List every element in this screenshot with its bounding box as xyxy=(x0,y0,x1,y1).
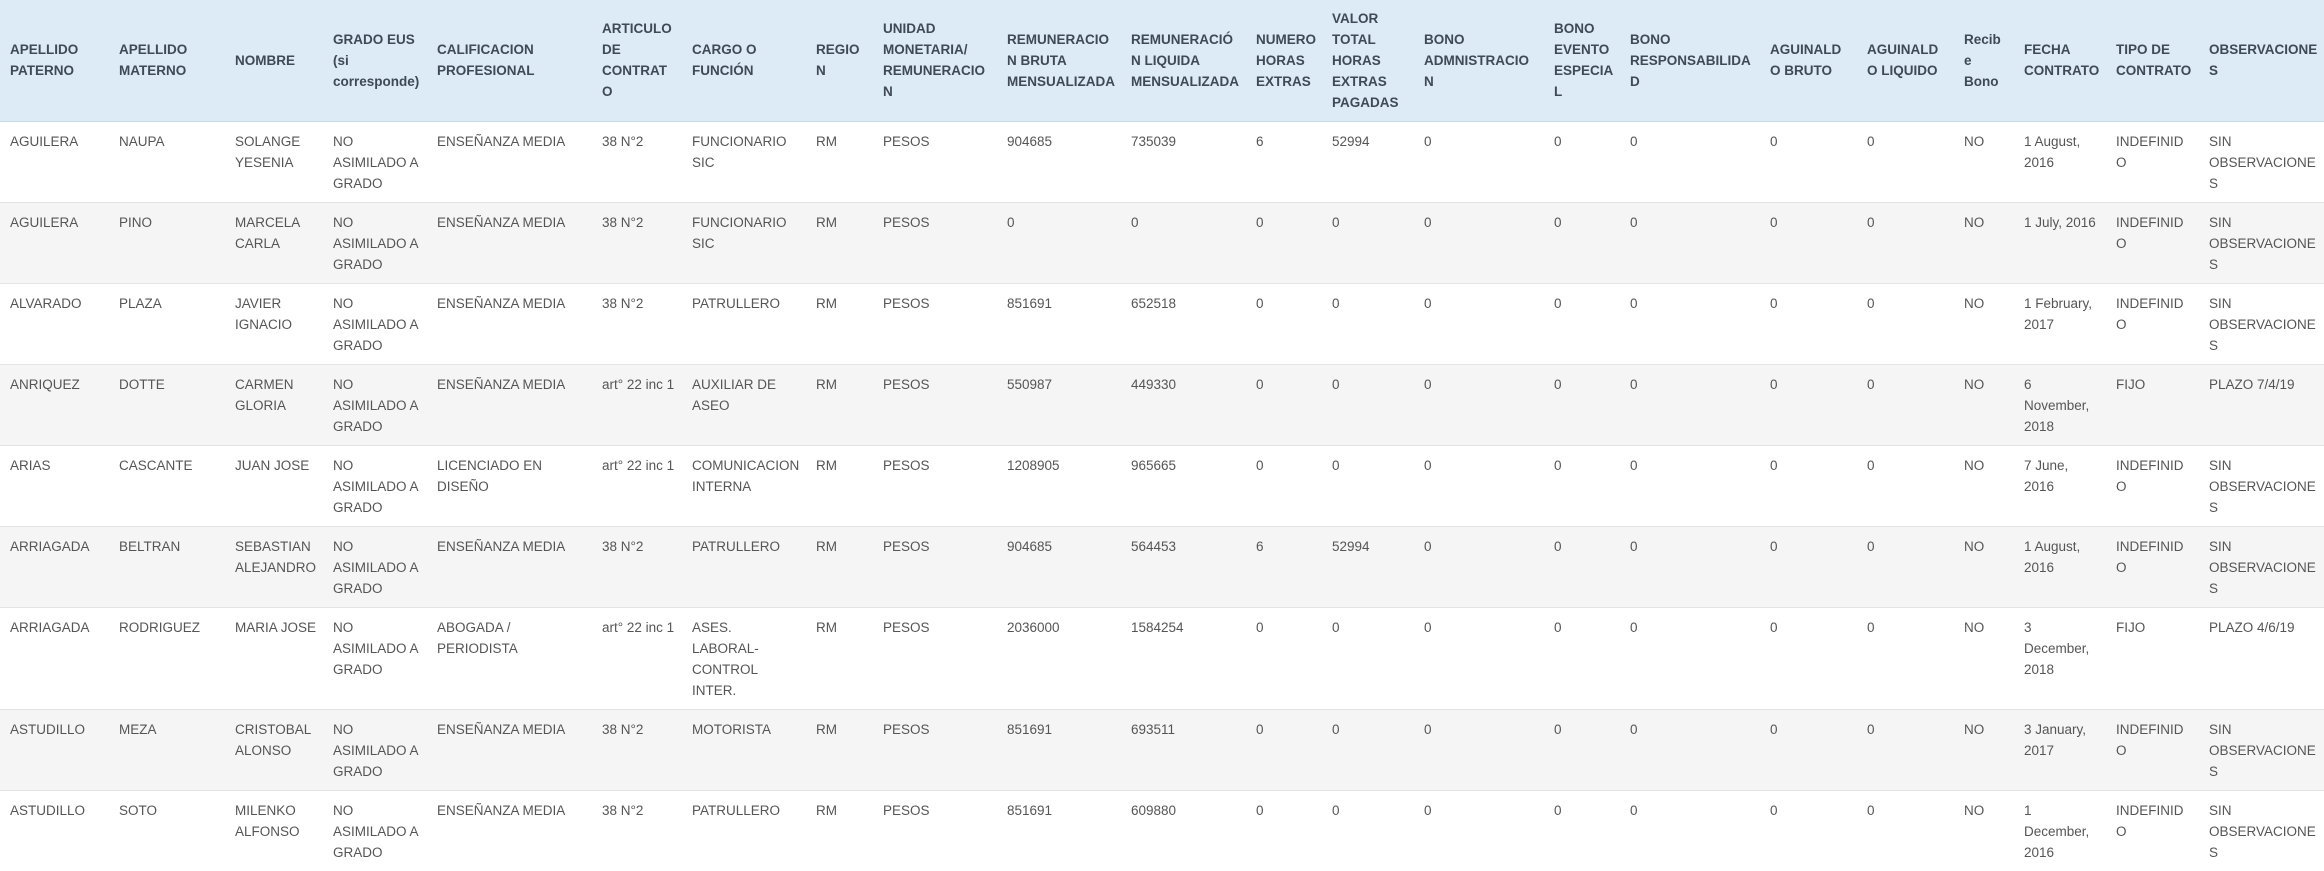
table-cell: 38 N°2 xyxy=(592,283,682,364)
table-cell: 0 xyxy=(1246,445,1322,526)
table-cell: SIN OBSERVACIONES xyxy=(2199,526,2324,607)
table-body xyxy=(0,121,2324,871)
column-header: AGUINALDO BRUTO xyxy=(1760,0,1857,121)
table-cell: 693511 xyxy=(1121,709,1246,790)
table-cell: 0 xyxy=(1760,526,1857,607)
table-cell: 38 N°2 xyxy=(592,526,682,607)
table-cell: 1584254 xyxy=(1121,607,1246,709)
column-header: APELLIDO PATERNO xyxy=(0,0,109,121)
table-cell: PESOS xyxy=(873,709,997,790)
table-cell: ABOGADA / PERIODISTA xyxy=(427,607,592,709)
table-cell: RM xyxy=(806,202,873,283)
table-cell: NO xyxy=(1954,445,2014,526)
table-cell: 0 xyxy=(1414,445,1544,526)
table-cell: 0 xyxy=(1322,709,1414,790)
table-row xyxy=(0,202,2324,283)
table-cell: 564453 xyxy=(1121,526,1246,607)
table-cell: SIN OBSERVACIONES xyxy=(2199,709,2324,790)
table-row xyxy=(0,709,2324,790)
column-header: CARGO O FUNCIÓN xyxy=(682,0,806,121)
table-cell: 1 December, 2016 xyxy=(2014,790,2106,871)
table-row xyxy=(0,445,2324,526)
column-header: BONO ADMNISTRACION xyxy=(1414,0,1544,121)
table-cell: ARIAS xyxy=(0,445,109,526)
table-cell: 52994 xyxy=(1322,526,1414,607)
table-cell: INDEFINIDO xyxy=(2106,790,2199,871)
column-header: NOMBRE xyxy=(225,0,323,121)
table-cell: ENSEÑANZA MEDIA xyxy=(427,709,592,790)
table-cell: 0 xyxy=(1544,445,1620,526)
table-cell: FIJO xyxy=(2106,364,2199,445)
table-cell: 904685 xyxy=(997,121,1121,202)
table-row xyxy=(0,364,2324,445)
table-cell: 0 xyxy=(1414,283,1544,364)
table-cell: NO ASIMILADO A GRADO xyxy=(323,790,427,871)
table-cell: PESOS xyxy=(873,283,997,364)
table-cell: 0 xyxy=(1544,526,1620,607)
table-cell: 0 xyxy=(1121,202,1246,283)
table-cell: INDEFINIDO xyxy=(2106,526,2199,607)
table-cell: NO ASIMILADO A GRADO xyxy=(323,364,427,445)
table-cell: CARMEN GLORIA xyxy=(225,364,323,445)
table-cell: ALVARADO xyxy=(0,283,109,364)
table-row xyxy=(0,283,2324,364)
table-cell: 0 xyxy=(1544,607,1620,709)
table-cell: RM xyxy=(806,283,873,364)
column-header: REMUNERACIÓN LIQUIDA MENSUALIZADA xyxy=(1121,0,1246,121)
table-cell: 0 xyxy=(1760,709,1857,790)
table-cell: 2036000 xyxy=(997,607,1121,709)
table-cell: INDEFINIDO xyxy=(2106,283,2199,364)
column-header: Recibe Bono xyxy=(1954,0,2014,121)
table-cell: INDEFINIDO xyxy=(2106,121,2199,202)
table-cell: PINO xyxy=(109,202,225,283)
table-cell: ENSEÑANZA MEDIA xyxy=(427,526,592,607)
table-cell: MARCELA CARLA xyxy=(225,202,323,283)
column-header: GRADO EUS (si corresponde) xyxy=(323,0,427,121)
table-cell: 904685 xyxy=(997,526,1121,607)
table-cell: 0 xyxy=(1322,283,1414,364)
table-cell: 550987 xyxy=(997,364,1121,445)
table-cell: 0 xyxy=(1322,607,1414,709)
column-header: AGUINALDO LIQUIDO xyxy=(1857,0,1954,121)
table-row xyxy=(0,607,2324,709)
table-cell: ENSEÑANZA MEDIA xyxy=(427,121,592,202)
table-cell: 0 xyxy=(1544,364,1620,445)
table-cell: 0 xyxy=(1544,709,1620,790)
table-cell: NO ASIMILADO A GRADO xyxy=(323,709,427,790)
table-row xyxy=(0,790,2324,871)
table-cell: MOTORISTA xyxy=(682,709,806,790)
table-header xyxy=(0,0,2324,121)
table-cell: 0 xyxy=(1414,121,1544,202)
table-cell: 1208905 xyxy=(997,445,1121,526)
table-cell: 1 February, 2017 xyxy=(2014,283,2106,364)
table-cell: 0 xyxy=(1246,364,1322,445)
table-cell: ANRIQUEZ xyxy=(0,364,109,445)
table-cell: 0 xyxy=(1620,790,1760,871)
table-cell: 0 xyxy=(1760,283,1857,364)
table-cell: NAUPA xyxy=(109,121,225,202)
table-cell: 6 xyxy=(1246,121,1322,202)
table-cell: 0 xyxy=(1857,709,1954,790)
table-cell: 38 N°2 xyxy=(592,709,682,790)
table-cell: RM xyxy=(806,121,873,202)
table-cell: 0 xyxy=(1414,709,1544,790)
table-cell: RM xyxy=(806,364,873,445)
table-cell: PATRULLERO xyxy=(682,790,806,871)
table-cell: 0 xyxy=(1857,364,1954,445)
table-cell: NO ASIMILADO A GRADO xyxy=(323,121,427,202)
table-cell: 0 xyxy=(1620,709,1760,790)
table-cell: PESOS xyxy=(873,121,997,202)
table-cell: ARRIAGADA xyxy=(0,526,109,607)
table-cell: JAVIER IGNACIO xyxy=(225,283,323,364)
table-cell: 851691 xyxy=(997,283,1121,364)
table-cell: NO ASIMILADO A GRADO xyxy=(323,202,427,283)
table-cell: NO xyxy=(1954,283,2014,364)
table-cell: NO ASIMILADO A GRADO xyxy=(323,445,427,526)
table-cell: PESOS xyxy=(873,526,997,607)
table-cell: ENSEÑANZA MEDIA xyxy=(427,202,592,283)
table-cell: 0 xyxy=(1414,607,1544,709)
table-cell: 0 xyxy=(1544,283,1620,364)
table-cell: 0 xyxy=(1246,283,1322,364)
table-cell: 965665 xyxy=(1121,445,1246,526)
column-header: ARTICULO DE CONTRATO xyxy=(592,0,682,121)
table-cell: INDEFINIDO xyxy=(2106,202,2199,283)
table-cell: 0 xyxy=(1620,364,1760,445)
table-row xyxy=(0,121,2324,202)
table-cell: RM xyxy=(806,526,873,607)
table-cell: ARRIAGADA xyxy=(0,607,109,709)
table-cell: INDEFINIDO xyxy=(2106,445,2199,526)
column-header: OBSERVACIONES xyxy=(2199,0,2324,121)
column-header: BONO EVENTO ESPECIAL xyxy=(1544,0,1620,121)
table-cell: CASCANTE xyxy=(109,445,225,526)
table-cell: NO xyxy=(1954,526,2014,607)
table-cell: 0 xyxy=(1414,526,1544,607)
table-cell: PESOS xyxy=(873,607,997,709)
table-cell: SIN OBSERVACIONES xyxy=(2199,121,2324,202)
table-header-row xyxy=(0,0,2324,121)
table-cell: 0 xyxy=(1246,790,1322,871)
table-cell: NO xyxy=(1954,790,2014,871)
table-cell: 0 xyxy=(1246,709,1322,790)
table-cell: 1 August, 2016 xyxy=(2014,526,2106,607)
table-cell: 0 xyxy=(1620,121,1760,202)
table-cell: 3 December, 2018 xyxy=(2014,607,2106,709)
table-cell: CRISTOBAL ALONSO xyxy=(225,709,323,790)
table-cell: 0 xyxy=(1857,607,1954,709)
table-cell: 0 xyxy=(1544,790,1620,871)
table-cell: 1 July, 2016 xyxy=(2014,202,2106,283)
table-cell: ASTUDILLO xyxy=(0,790,109,871)
table-cell: LICENCIADO EN DISEÑO xyxy=(427,445,592,526)
column-header: BONO RESPONSABILIDAD xyxy=(1620,0,1760,121)
table-cell: 0 xyxy=(1414,364,1544,445)
table-cell: 52994 xyxy=(1322,121,1414,202)
table-cell: RM xyxy=(806,790,873,871)
table-row xyxy=(0,526,2324,607)
table-cell: 0 xyxy=(1760,202,1857,283)
table-cell: art° 22 inc 1 xyxy=(592,364,682,445)
table-cell: BELTRAN xyxy=(109,526,225,607)
table-cell: FIJO xyxy=(2106,607,2199,709)
table-cell: PESOS xyxy=(873,445,997,526)
table-cell: 38 N°2 xyxy=(592,121,682,202)
table-cell: PLAZA xyxy=(109,283,225,364)
table-cell: RM xyxy=(806,607,873,709)
table-cell: PESOS xyxy=(873,202,997,283)
table-cell: 3 January, 2017 xyxy=(2014,709,2106,790)
table-cell: 0 xyxy=(1620,283,1760,364)
table-cell: 38 N°2 xyxy=(592,202,682,283)
table-cell: 0 xyxy=(1322,202,1414,283)
table-cell: art° 22 inc 1 xyxy=(592,607,682,709)
table-cell: 851691 xyxy=(997,709,1121,790)
table-cell: 6 November, 2018 xyxy=(2014,364,2106,445)
table-cell: 0 xyxy=(1760,445,1857,526)
table-cell: INDEFINIDO xyxy=(2106,709,2199,790)
table-cell: SIN OBSERVACIONES xyxy=(2199,283,2324,364)
table-cell: 0 xyxy=(1857,445,1954,526)
table-cell: 0 xyxy=(1760,364,1857,445)
table-cell: 38 N°2 xyxy=(592,790,682,871)
table-cell: NO xyxy=(1954,709,2014,790)
table-cell: 0 xyxy=(1414,790,1544,871)
table-cell: RM xyxy=(806,709,873,790)
table-cell: 0 xyxy=(1246,202,1322,283)
table-cell: 652518 xyxy=(1121,283,1246,364)
table-cell: AGUILERA xyxy=(0,121,109,202)
table-cell: 0 xyxy=(1620,607,1760,709)
table-cell: 0 xyxy=(1760,121,1857,202)
table-cell: FUNCIONARIO SIC xyxy=(682,121,806,202)
table-cell: 0 xyxy=(1620,526,1760,607)
column-header: APELLIDO MATERNO xyxy=(109,0,225,121)
table-cell: AGUILERA xyxy=(0,202,109,283)
table-cell: SIN OBSERVACIONES xyxy=(2199,790,2324,871)
table-cell: 0 xyxy=(1760,790,1857,871)
table-cell: art° 22 inc 1 xyxy=(592,445,682,526)
table-cell: ASES. LABORAL-CONTROL INTER. xyxy=(682,607,806,709)
table-cell: 0 xyxy=(1857,202,1954,283)
table-cell: 0 xyxy=(1414,202,1544,283)
table-cell: 6 xyxy=(1246,526,1322,607)
column-header: REMUNERACION BRUTA MENSUALIZADA xyxy=(997,0,1121,121)
table-cell: 0 xyxy=(997,202,1121,283)
table-cell: PESOS xyxy=(873,364,997,445)
table-cell: 0 xyxy=(1857,121,1954,202)
table-cell: MARIA JOSE xyxy=(225,607,323,709)
table-cell: 0 xyxy=(1857,283,1954,364)
table-cell: SOLANGE YESENIA xyxy=(225,121,323,202)
table-cell: MILENKO ALFONSO xyxy=(225,790,323,871)
table-cell: 0 xyxy=(1322,364,1414,445)
table-cell: NO xyxy=(1954,607,2014,709)
column-header: TIPO DE CONTRATO xyxy=(2106,0,2199,121)
column-header: FECHA CONTRATO xyxy=(2014,0,2106,121)
table-cell: 735039 xyxy=(1121,121,1246,202)
table-cell: ENSEÑANZA MEDIA xyxy=(427,790,592,871)
table-cell: PATRULLERO xyxy=(682,283,806,364)
table-cell: SEBASTIAN ALEJANDRO xyxy=(225,526,323,607)
table-cell: 0 xyxy=(1544,202,1620,283)
table-cell: 449330 xyxy=(1121,364,1246,445)
table-cell: 0 xyxy=(1620,202,1760,283)
column-header: NUMERO HORAS EXTRAS xyxy=(1246,0,1322,121)
table-cell: NO ASIMILADO A GRADO xyxy=(323,607,427,709)
table-cell: 0 xyxy=(1246,607,1322,709)
table-cell: 1 August, 2016 xyxy=(2014,121,2106,202)
table-cell: RM xyxy=(806,445,873,526)
table-cell: 0 xyxy=(1760,607,1857,709)
table-cell: 609880 xyxy=(1121,790,1246,871)
table-cell: ENSEÑANZA MEDIA xyxy=(427,283,592,364)
column-header: REGION xyxy=(806,0,873,121)
table-cell: NO xyxy=(1954,202,2014,283)
table-cell: PATRULLERO xyxy=(682,526,806,607)
table-cell: MEZA xyxy=(109,709,225,790)
table-cell: 0 xyxy=(1322,790,1414,871)
table-cell: PLAZO 4/6/19 xyxy=(2199,607,2324,709)
table-cell: PLAZO 7/4/19 xyxy=(2199,364,2324,445)
table-cell: 0 xyxy=(1857,790,1954,871)
table-cell: PESOS xyxy=(873,790,997,871)
table-cell: 0 xyxy=(1322,445,1414,526)
table-cell: 0 xyxy=(1544,121,1620,202)
table-cell: JUAN JOSE xyxy=(225,445,323,526)
table-cell: SIN OBSERVACIONES xyxy=(2199,202,2324,283)
table-cell: 0 xyxy=(1620,445,1760,526)
table-cell: ENSEÑANZA MEDIA xyxy=(427,364,592,445)
column-header: VALOR TOTAL HORAS EXTRAS PAGADAS xyxy=(1322,0,1414,121)
table-cell: NO ASIMILADO A GRADO xyxy=(323,526,427,607)
table-cell: NO xyxy=(1954,364,2014,445)
table-cell: SOTO xyxy=(109,790,225,871)
table-cell: NO ASIMILADO A GRADO xyxy=(323,283,427,364)
column-header: CALIFICACION PROFESIONAL xyxy=(427,0,592,121)
table-cell: COMUNICACION INTERNA xyxy=(682,445,806,526)
table-cell: SIN OBSERVACIONES xyxy=(2199,445,2324,526)
table-cell: 7 June, 2016 xyxy=(2014,445,2106,526)
column-header: UNIDAD MONETARIA/ REMUNERACION xyxy=(873,0,997,121)
table-cell: 851691 xyxy=(997,790,1121,871)
table-cell: ASTUDILLO xyxy=(0,709,109,790)
table-cell: RODRIGUEZ xyxy=(109,607,225,709)
table-cell: NO xyxy=(1954,121,2014,202)
table-cell: AUXILIAR DE ASEO xyxy=(682,364,806,445)
table-cell: DOTTE xyxy=(109,364,225,445)
table-cell: 0 xyxy=(1857,526,1954,607)
table-cell: FUNCIONARIO SIC xyxy=(682,202,806,283)
